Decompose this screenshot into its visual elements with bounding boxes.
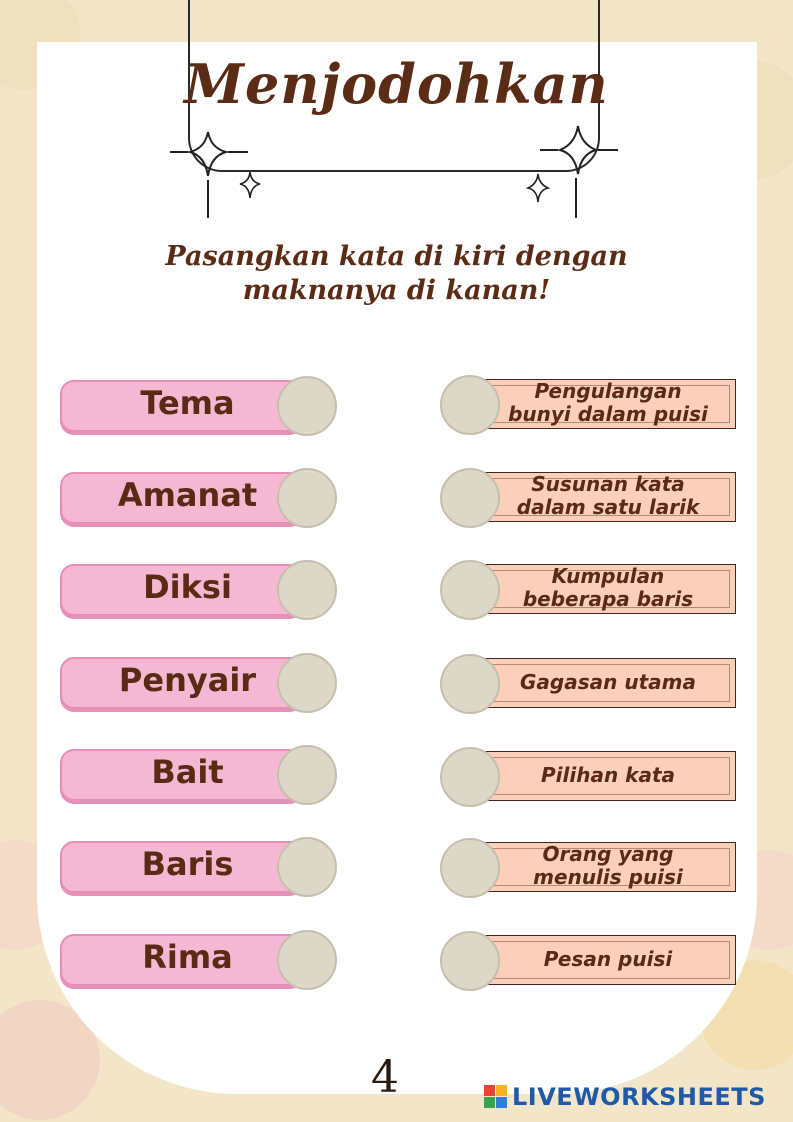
- definition-line: menulis puisi: [533, 865, 683, 889]
- definition-line: Orang yang: [542, 842, 674, 866]
- term-label: Diksi: [143, 568, 232, 606]
- definition-line: bunyi dalam puisi: [508, 402, 708, 426]
- definition-item: [440, 840, 740, 894]
- page-number: 4: [371, 1052, 399, 1103]
- definition-label: [490, 842, 726, 890]
- definition-item: [440, 656, 740, 710]
- match-dot[interactable]: [277, 468, 337, 528]
- definition-label: [490, 751, 726, 799]
- definition-label: [490, 472, 726, 520]
- term-item: [60, 749, 325, 801]
- definition-line: Susunan kata: [531, 472, 685, 496]
- match-dot[interactable]: [277, 930, 337, 990]
- term-label: Baris: [141, 845, 234, 883]
- term-item: [60, 380, 325, 432]
- definition-line: beberapa baris: [522, 587, 694, 611]
- instruction-line: Pasangkan kata di kiri dengan: [165, 241, 628, 272]
- definition-line: Gagasan utama: [520, 669, 696, 694]
- term-label: Penyair: [118, 661, 257, 699]
- match-dot[interactable]: [277, 560, 337, 620]
- match-dot[interactable]: [277, 653, 337, 713]
- definition-item: [440, 562, 740, 616]
- definition-item: [440, 933, 740, 987]
- term-item: [60, 657, 325, 709]
- instruction-line: maknanya di kanan!: [242, 275, 551, 306]
- definition-item: [440, 749, 740, 803]
- instruction-text: [150, 240, 643, 308]
- match-dot[interactable]: [277, 376, 337, 436]
- term-item: [60, 564, 325, 616]
- brand-name: LIVEWORKSHEETS: [512, 1083, 766, 1111]
- term-item: [60, 472, 325, 524]
- liveworksheets-logo-icon: [484, 1085, 508, 1109]
- term-label: Bait: [151, 753, 224, 791]
- definition-line: Pengulangan: [534, 379, 682, 403]
- term-item: [60, 934, 325, 986]
- definition-line: dalam satu larik: [516, 495, 700, 519]
- definition-line: Kumpulan: [551, 564, 665, 588]
- definition-label: [490, 658, 726, 706]
- definition-item: [440, 470, 740, 524]
- sparkle-decoration: [522, 120, 622, 220]
- brand-watermark: [484, 1082, 766, 1112]
- definition-item: [440, 377, 740, 431]
- definition-label: [490, 935, 726, 983]
- term-item: [60, 841, 325, 893]
- definition-line: Pilihan kata: [540, 762, 675, 787]
- match-dot[interactable]: [277, 745, 337, 805]
- term-label: Rima: [142, 938, 233, 976]
- definition-label: [490, 379, 726, 427]
- term-label: Amanat: [117, 476, 258, 514]
- match-dot[interactable]: [277, 837, 337, 897]
- term-label: Tema: [140, 384, 235, 422]
- sparkle-decoration: [168, 120, 268, 220]
- definition-line: Pesan puisi: [543, 946, 673, 971]
- page-title: Menjodohkan: [184, 52, 609, 116]
- definition-label: [490, 564, 726, 612]
